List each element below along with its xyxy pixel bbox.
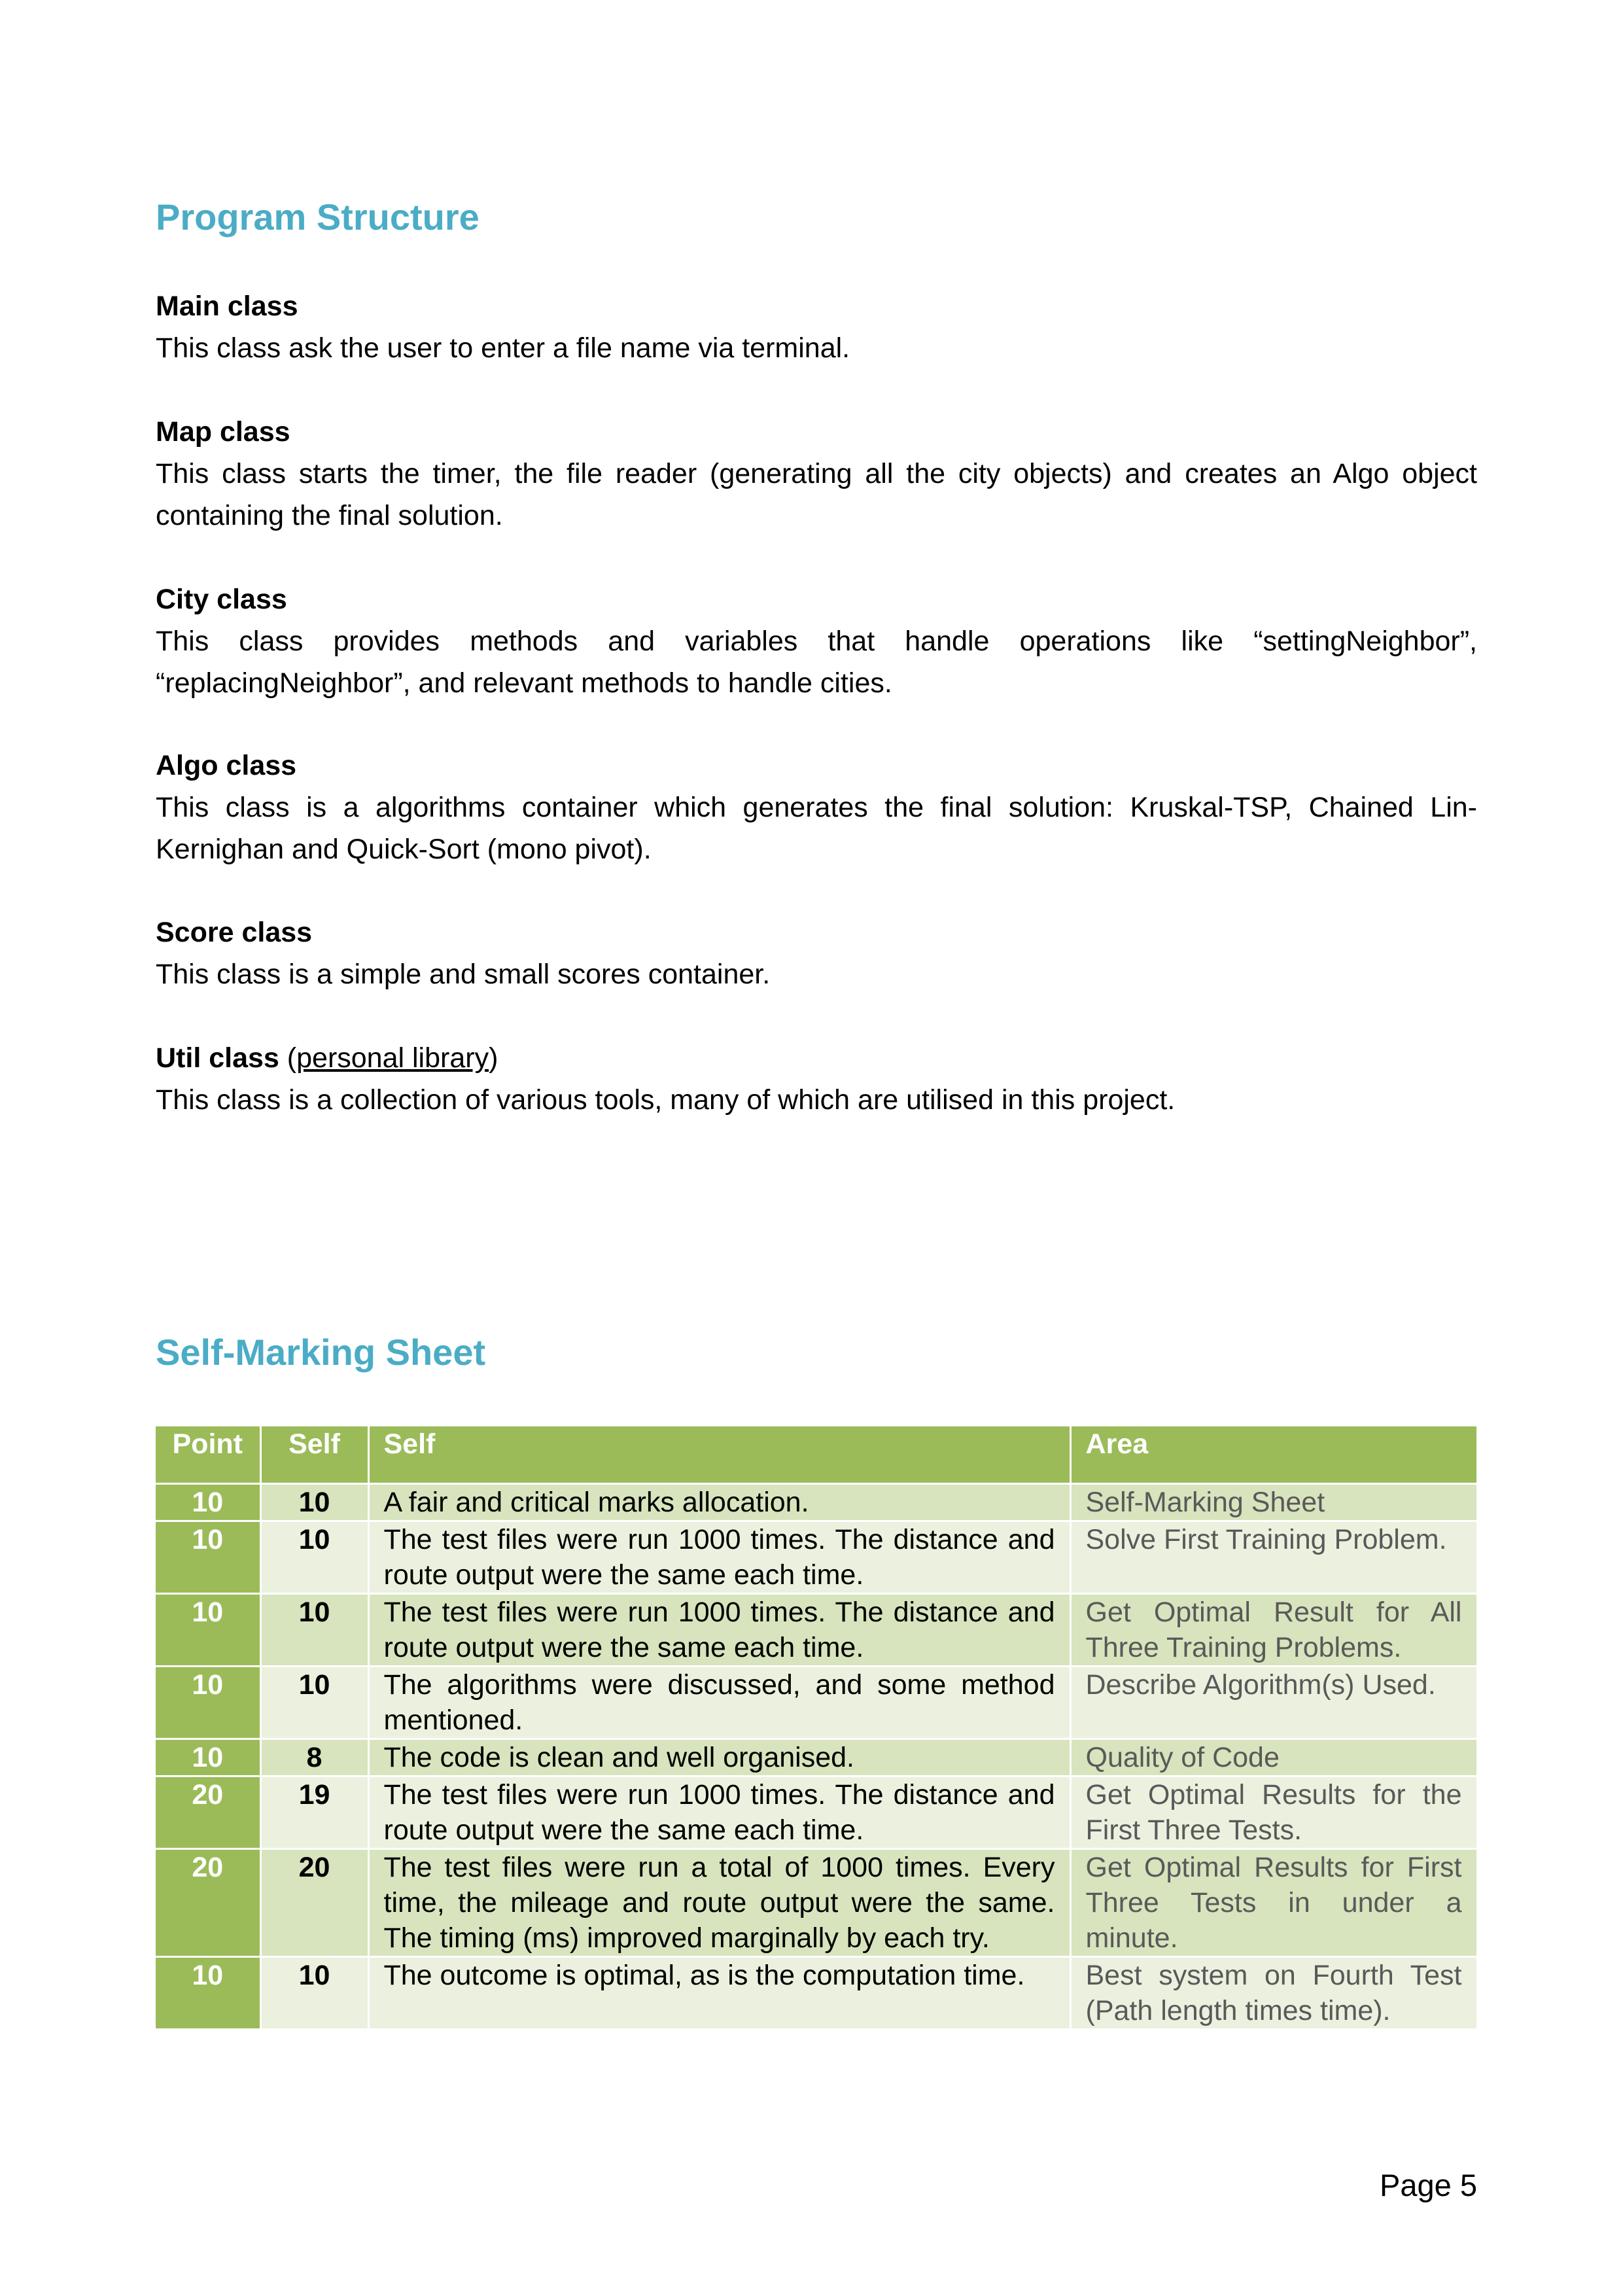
point-cell: 20 — [156, 1776, 260, 1849]
self-marking-heading: Self-Marking Sheet — [156, 1332, 486, 1373]
self-marking-table — [156, 1426, 1478, 2030]
table-row — [156, 1484, 1477, 1521]
score-class-section — [156, 911, 1477, 995]
table-row — [156, 1957, 1477, 2030]
main-class-body: This class ask the user to enter a file name via terminal. — [156, 332, 850, 364]
self-score-cell: 19 — [260, 1776, 368, 1849]
algo-class-title: Algo class — [156, 750, 297, 781]
self-comment-cell: The test files were run a total of 1000 times. Every time, the mileage and route output were the same. The timing (ms) improved marginally by each try. — [368, 1849, 1070, 1957]
area-cell: Solve First Training Problem. — [1070, 1521, 1477, 1594]
self-score-cell: 10 — [260, 1594, 368, 1667]
point-cell: 10 — [156, 1739, 260, 1776]
table-row — [156, 1776, 1477, 1849]
self-score-cell: 10 — [260, 1667, 368, 1739]
personal-library-link[interactable]: personal library — [296, 1042, 489, 1074]
util-class-title: Util class — [156, 1042, 279, 1074]
point-cell: 10 — [156, 1484, 260, 1521]
util-class-title-line — [156, 1037, 1477, 1079]
table-row — [156, 1849, 1477, 1957]
score-class-title: Score class — [156, 917, 313, 948]
self-score-cell: 8 — [260, 1739, 368, 1776]
score-class-body: This class is a simple and small scores container. — [156, 959, 771, 990]
area-cell: Get Optimal Results for First Three Tests in under a minute. — [1070, 1849, 1477, 1957]
point-cell: 10 — [156, 1521, 260, 1594]
main-class-title: Main class — [156, 291, 298, 322]
self-comment-cell: The code is clean and well organised. — [368, 1739, 1070, 1776]
column-header-self-comment: Self — [368, 1426, 1070, 1484]
self-comment-cell: The test files were run 1000 times. The distance and route output were the same each time. — [368, 1776, 1070, 1849]
map-class-body: This class starts the timer, the file reader (generating all the city objects) and creates an Algo object containing the final solution. — [156, 458, 1477, 531]
algo-class-body: This class is a algorithms container which generates the final solution: Kruskal-TSP, Chained Lin-Kernighan and Quick-Sort (mono pivot). — [156, 792, 1477, 865]
point-cell: 20 — [156, 1849, 260, 1957]
self-score-cell: 20 — [260, 1849, 368, 1957]
table-row — [156, 1667, 1477, 1739]
table-row — [156, 1739, 1477, 1776]
column-header-area: Area — [1070, 1426, 1477, 1484]
table-row — [156, 1594, 1477, 1667]
util-class-paren-open: ( — [279, 1042, 297, 1074]
self-comment-cell: A fair and critical marks allocation. — [368, 1484, 1070, 1521]
map-class-section — [156, 411, 1477, 537]
city-class-section — [156, 578, 1477, 704]
util-class-section — [156, 1037, 1477, 1121]
self-comment-cell: The test files were run 1000 times. The distance and route output were the same each time. — [368, 1594, 1070, 1667]
self-comment-cell: The outcome is optimal, as is the computation time. — [368, 1957, 1070, 2030]
area-cell: Get Optimal Results for the First Three Tests. — [1070, 1776, 1477, 1849]
self-comment-cell: The algorithms were discussed, and some method mentioned. — [368, 1667, 1070, 1739]
area-cell: Describe Algorithm(s) Used. — [1070, 1667, 1477, 1739]
map-class-title: Map class — [156, 416, 290, 448]
city-class-title: City class — [156, 584, 287, 615]
program-structure-heading: Program Structure — [156, 196, 480, 238]
point-cell: 10 — [156, 1667, 260, 1739]
point-cell: 10 — [156, 1957, 260, 2030]
util-class-paren-close: ) — [489, 1042, 498, 1074]
table-row — [156, 1521, 1477, 1594]
self-score-cell: 10 — [260, 1521, 368, 1594]
self-score-cell: 10 — [260, 1957, 368, 2030]
util-class-body: This class is a collection of various tools, many of which are utilised in this project. — [156, 1084, 1176, 1116]
self-score-cell: 10 — [260, 1484, 368, 1521]
page-number: Page 5 — [1380, 2168, 1477, 2202]
column-header-self-score: Self — [260, 1426, 368, 1484]
area-cell: Self-Marking Sheet — [1070, 1484, 1477, 1521]
column-header-point: Point — [156, 1426, 260, 1484]
table-header-row — [156, 1426, 1477, 1484]
algo-class-section — [156, 745, 1477, 870]
area-cell: Get Optimal Result for All Three Training Problems. — [1070, 1594, 1477, 1667]
main-class-section — [156, 285, 1477, 369]
area-cell: Quality of Code — [1070, 1739, 1477, 1776]
point-cell: 10 — [156, 1594, 260, 1667]
city-class-body: This class provides methods and variables that handle operations like “settingNeighbor”, “replacingNeighbor”, and relevant methods to handle cities. — [156, 626, 1477, 699]
self-comment-cell: The test files were run 1000 times. The distance and route output were the same each time. — [368, 1521, 1070, 1594]
area-cell: Best system on Fourth Test (Path length times time). — [1070, 1957, 1477, 2030]
